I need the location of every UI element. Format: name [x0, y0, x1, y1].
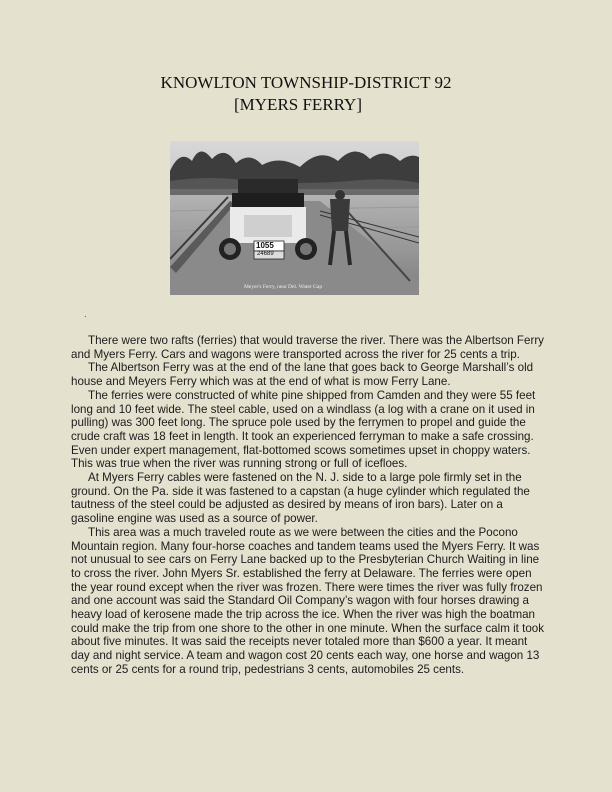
stray-mark: .	[84, 309, 87, 320]
title-line-2: [MYERS FERRY]	[234, 95, 362, 114]
paragraph-5: This area was a much traveled route as we were between the cities and the Pocono Mountain region. Many four-horse coaches and tandem teams used the Myers Ferry. It was not unusual to see cars on Ferry Lane backed up to the Presbyterian Church Waiting in line to cross the river. John Myers Sr. established the ferry at Delaware. The ferries were open the year round except when the river was frozen. There were times the river was fully frozen and one account was said the Standard Oil Company’s wagon with four horses drawing a heavy load of kerosene made the trip across the ice. When the river was high the boatman could make the trip from one shore to the other in one minute. When the surface calm it took about five minutes. It was said the receipts never totaled more than $600 a year. It meant day and night service. A team and wagon cost 20 cents each way, one horse and wagon 13 cents or 25 cents for a round trip, pedestrians 3 cents, automobiles 25 cents.	[71, 525, 545, 676]
paragraph-3: The ferries were constructed of white pine shipped from Camden and they were 55 feet long and 10 feet wide. The steel cable, used on a windlass (a log with a crane on it used in pulling) was 300 feet long. The spruce pole used by the ferrymen to propel and guide the crude craft was 18 feet in length. It took an experienced ferryman to make a safe crossing. Even under expert management, flat-bottomed scows sometimes upset in choppy waters. This was true when the river was running strong or full of icefloes.	[71, 388, 536, 471]
license-plate-top: 1055	[256, 241, 274, 250]
paragraph-1: There were two rafts (ferries) that would traverse the river. There was the Albertson Ferry and Myers Ferry. Cars and wagons were transported across the river for 25 cents a trip.	[71, 334, 544, 361]
title-line-1: KNOWLTON TOWNSHIP-DISTRICT 92	[160, 73, 452, 92]
article-body	[71, 334, 549, 677]
paragraph-2: The Albertson Ferry was at the end of the lane that goes back to George Marshall’s old house and Meyers Ferry which was at the end of what is mow Ferry Lane.	[71, 361, 534, 389]
paragraph-4: At Myers Ferry cables were fastened on the N. J. side to a large pole firmly set in the ground. On the Pa. side it was fastened to a capstan (a huge cylinder which regulated the tautness of the steel could be adjusted as desired by means of iron bars). Later on a gasoline engine was used as a source of power.	[71, 471, 530, 526]
ferry-photo	[170, 141, 419, 295]
photo-caption: Meyer's Ferry, near Del. Water Gap	[244, 284, 323, 290]
ferry-photo-illustration	[170, 141, 419, 295]
license-plate-bottom: 24689	[257, 251, 274, 257]
